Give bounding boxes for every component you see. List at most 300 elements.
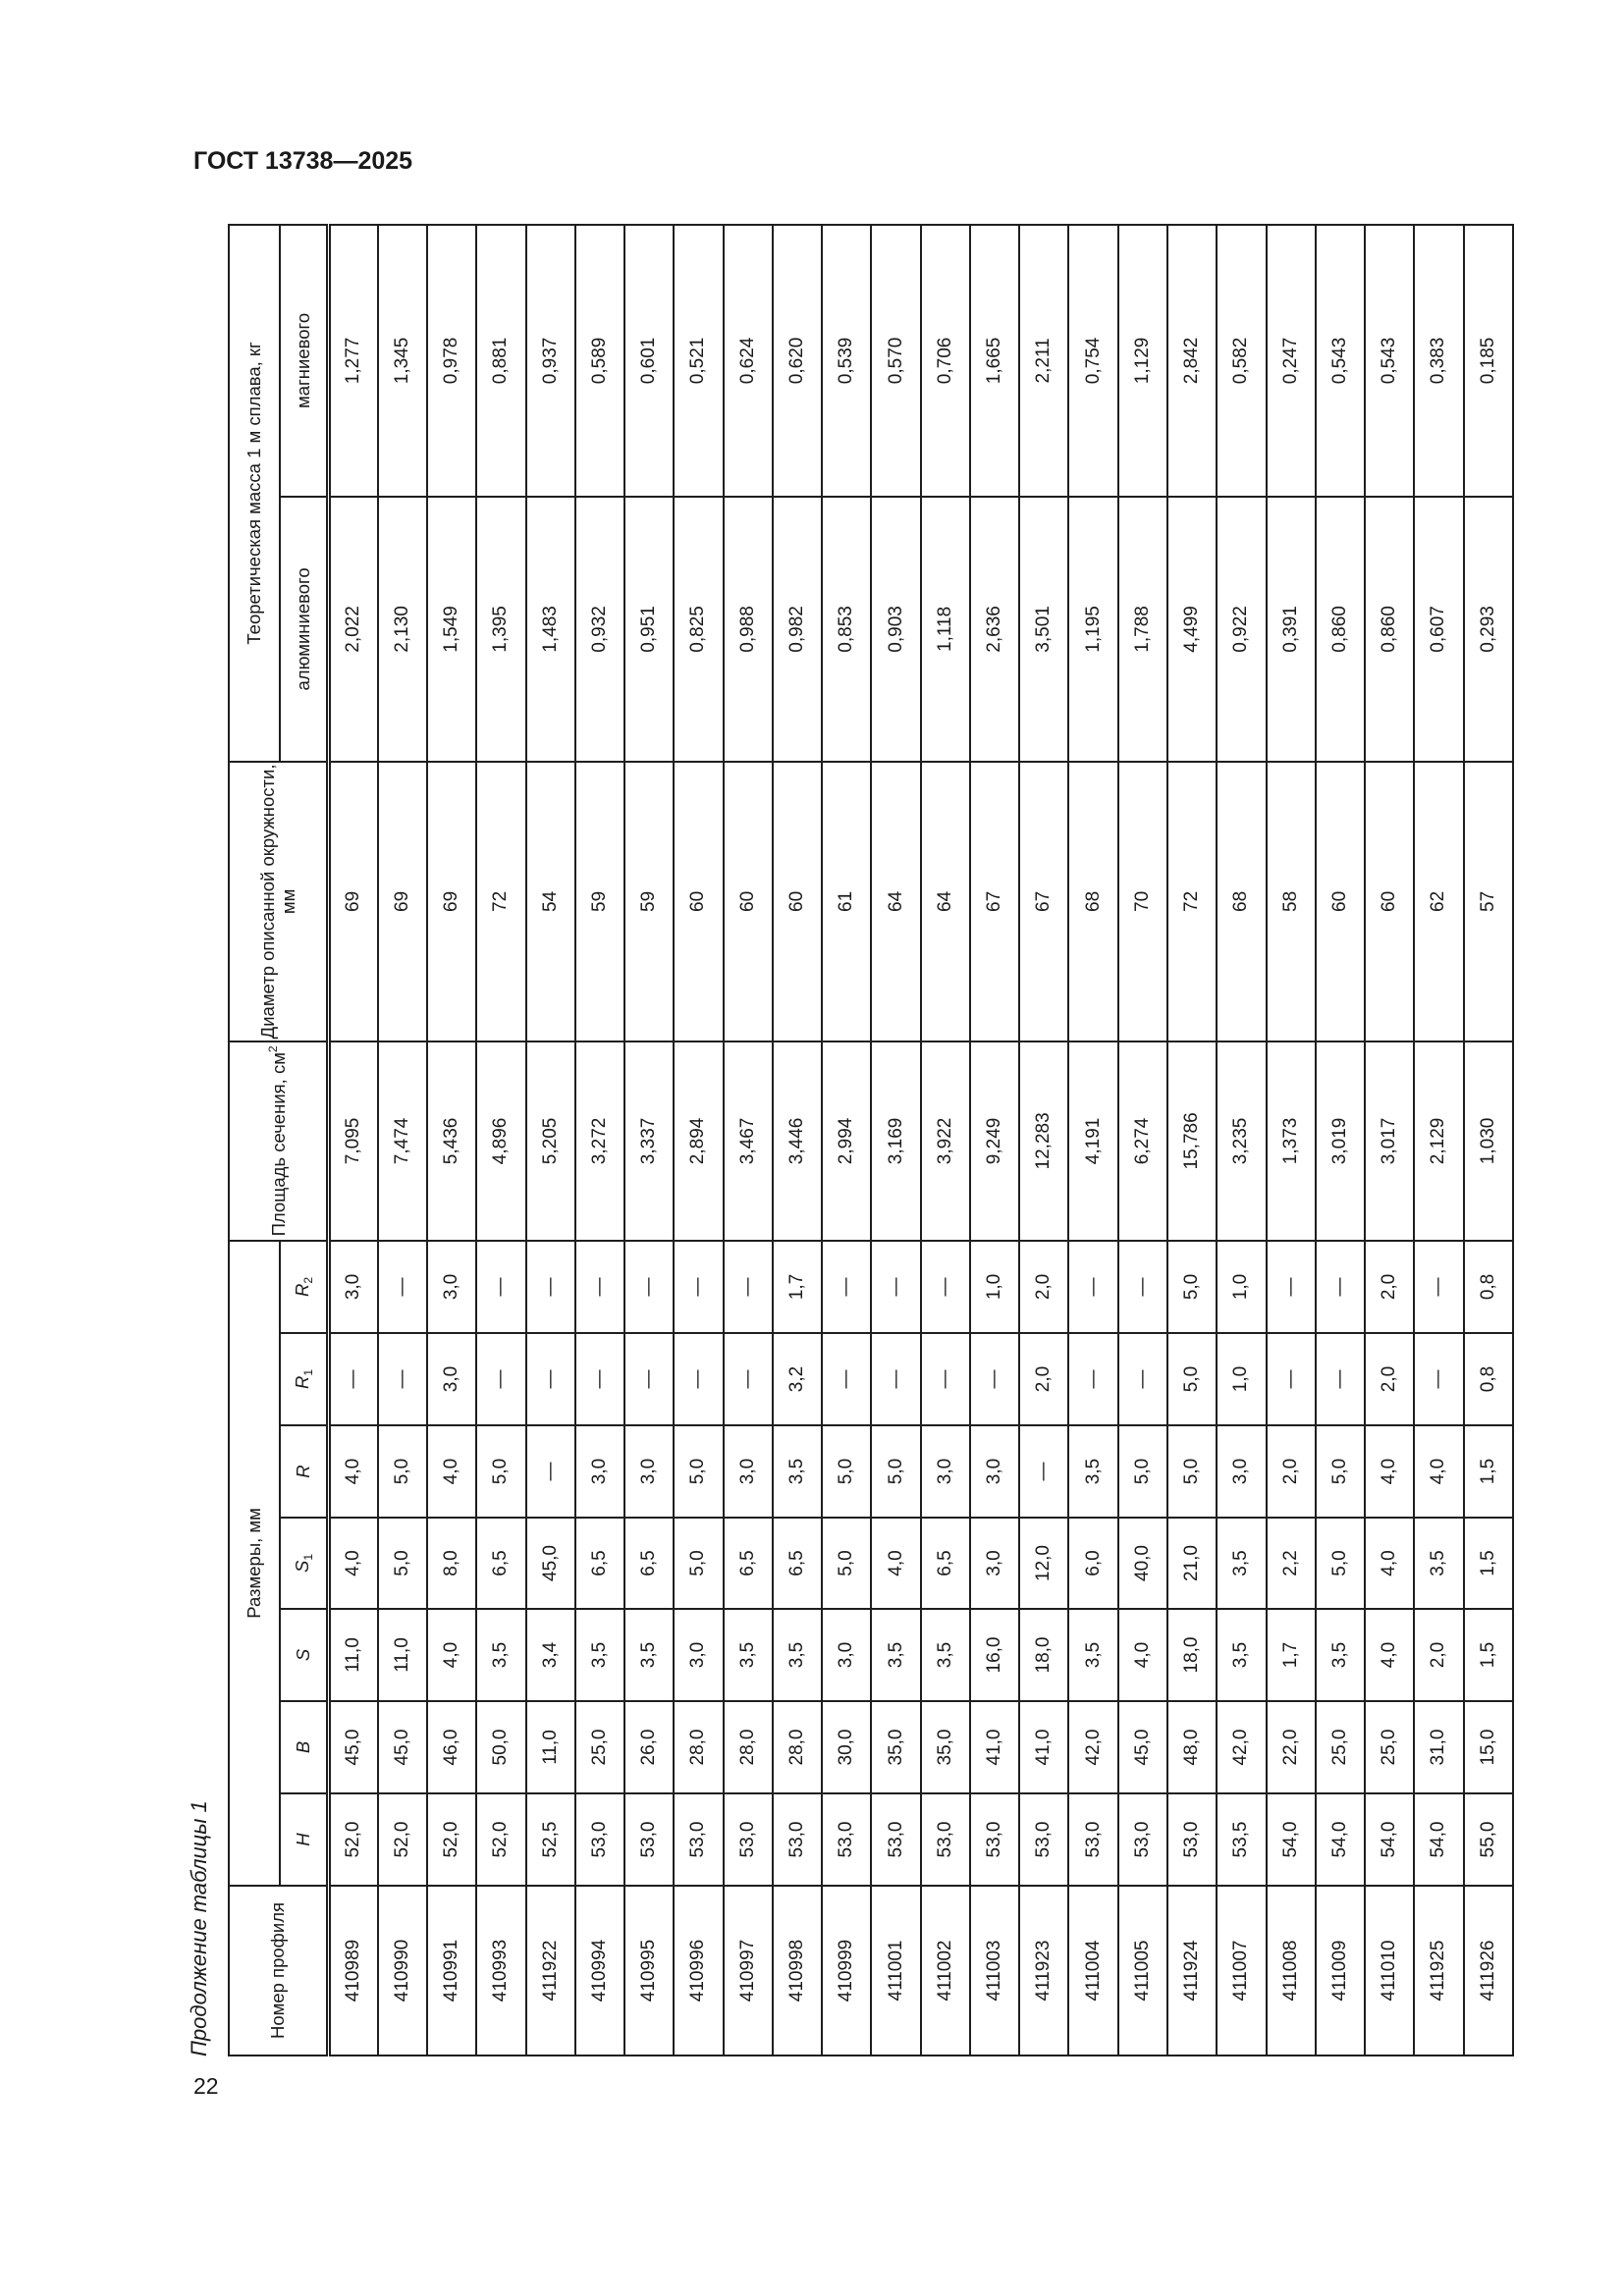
header-mass-aluminum: алюминиевого bbox=[280, 497, 329, 762]
cell-area: 5,436 bbox=[427, 1041, 476, 1241]
cell-al: 3,501 bbox=[1019, 497, 1068, 762]
cell-al: 1,788 bbox=[1118, 497, 1167, 762]
cell-B: 22,0 bbox=[1267, 1701, 1316, 1793]
cell-al: 1,483 bbox=[526, 497, 575, 762]
cell-S1: 6,5 bbox=[624, 1518, 674, 1609]
cell-S: 1,5 bbox=[1464, 1609, 1513, 1701]
cell-S1: 5,0 bbox=[1316, 1518, 1365, 1609]
cell-R: — bbox=[526, 1425, 575, 1518]
cell-B: 25,0 bbox=[575, 1701, 624, 1793]
cell-al: 0,982 bbox=[773, 497, 822, 762]
cell-profile: 411008 bbox=[1267, 1886, 1316, 2056]
cell-B: 25,0 bbox=[1316, 1701, 1365, 1793]
cell-area: 3,272 bbox=[575, 1041, 624, 1241]
table-row bbox=[624, 225, 674, 2056]
table-row bbox=[329, 225, 378, 2056]
cell-S1: 2,2 bbox=[1267, 1518, 1316, 1609]
cell-profile: 411004 bbox=[1068, 1886, 1117, 2056]
table-row bbox=[1316, 225, 1365, 2056]
cell-S: 3,0 bbox=[822, 1609, 871, 1701]
cell-diameter: 64 bbox=[921, 762, 970, 1041]
cell-R1: — bbox=[871, 1333, 920, 1425]
cell-S: 3,0 bbox=[674, 1609, 723, 1701]
cell-R1: — bbox=[378, 1333, 427, 1425]
cell-area: 3,922 bbox=[921, 1041, 970, 1241]
cell-R2: — bbox=[378, 1241, 427, 1333]
cell-diameter: 64 bbox=[871, 762, 920, 1041]
cell-diameter: 67 bbox=[1019, 762, 1068, 1041]
cell-R: 5,0 bbox=[674, 1425, 723, 1518]
cell-R1: — bbox=[1118, 1333, 1167, 1425]
header-area-text: Площадь сечения, см bbox=[267, 1052, 289, 1237]
cell-H: 53,0 bbox=[1019, 1793, 1068, 1886]
cell-S1: 3,5 bbox=[1414, 1518, 1463, 1609]
cell-R2: — bbox=[1118, 1241, 1167, 1333]
cell-R1: — bbox=[624, 1333, 674, 1425]
cell-R: 4,0 bbox=[1365, 1425, 1414, 1518]
cell-S: 18,0 bbox=[1019, 1609, 1068, 1701]
cell-B: 45,0 bbox=[378, 1701, 427, 1793]
cell-H: 53,0 bbox=[970, 1793, 1019, 1886]
cell-R1: 3,2 bbox=[773, 1333, 822, 1425]
cell-profile: 410999 bbox=[822, 1886, 871, 2056]
table-row bbox=[822, 225, 871, 2056]
cell-profile: 411922 bbox=[526, 1886, 575, 2056]
cell-R2: — bbox=[526, 1241, 575, 1333]
cell-B: 46,0 bbox=[427, 1701, 476, 1793]
cell-B: 28,0 bbox=[674, 1701, 723, 1793]
cell-B: 25,0 bbox=[1365, 1701, 1414, 1793]
cell-H: 52,0 bbox=[329, 1793, 378, 1886]
cell-H: 53,0 bbox=[724, 1793, 773, 1886]
cell-S1: 6,5 bbox=[476, 1518, 525, 1609]
cell-profile: 411925 bbox=[1414, 1886, 1463, 2056]
cell-diameter: 60 bbox=[674, 762, 723, 1041]
cell-R: 5,0 bbox=[822, 1425, 871, 1518]
cell-B: 45,0 bbox=[1118, 1701, 1167, 1793]
cell-S1: 12,0 bbox=[1019, 1518, 1068, 1609]
table-row bbox=[1365, 225, 1414, 2056]
header-dimensions-group: Размеры, мм bbox=[229, 1241, 280, 1886]
cell-area: 1,373 bbox=[1267, 1041, 1316, 1241]
cell-R2: 3,0 bbox=[427, 1241, 476, 1333]
cell-profile: 410997 bbox=[724, 1886, 773, 2056]
cell-R1: — bbox=[674, 1333, 723, 1425]
cell-al: 0,951 bbox=[624, 497, 674, 762]
cell-B: 41,0 bbox=[970, 1701, 1019, 1793]
cell-mg: 0,601 bbox=[624, 225, 674, 497]
cell-al: 1,395 bbox=[476, 497, 525, 762]
cell-H: 53,0 bbox=[1167, 1793, 1217, 1886]
table-header bbox=[229, 225, 329, 2056]
cell-mg: 1,277 bbox=[329, 225, 378, 497]
cell-mg: 0,978 bbox=[427, 225, 476, 497]
cell-S1: 6,0 bbox=[1068, 1518, 1117, 1609]
cell-S: 11,0 bbox=[378, 1609, 427, 1701]
cell-S1: 21,0 bbox=[1167, 1518, 1217, 1609]
cell-R2: — bbox=[822, 1241, 871, 1333]
page-number: 22 bbox=[193, 2073, 219, 2099]
cell-B: 45,0 bbox=[329, 1701, 378, 1793]
cell-profile: 410991 bbox=[427, 1886, 476, 2056]
cell-area: 2,894 bbox=[674, 1041, 723, 1241]
cell-R1: 2,0 bbox=[1365, 1333, 1414, 1425]
cell-area: 3,467 bbox=[724, 1041, 773, 1241]
cell-S: 18,0 bbox=[1167, 1609, 1217, 1701]
table-row bbox=[1118, 225, 1167, 2056]
cell-H: 52,0 bbox=[427, 1793, 476, 1886]
cell-H: 52,0 bbox=[476, 1793, 525, 1886]
cell-R2: 1,0 bbox=[970, 1241, 1019, 1333]
cell-B: 48,0 bbox=[1167, 1701, 1217, 1793]
cell-profile: 411002 bbox=[921, 1886, 970, 2056]
cell-R: 1,5 bbox=[1464, 1425, 1513, 1518]
cell-B: 28,0 bbox=[773, 1701, 822, 1793]
cell-area: 3,337 bbox=[624, 1041, 674, 1241]
cell-B: 42,0 bbox=[1068, 1701, 1117, 1793]
cell-H: 53,0 bbox=[575, 1793, 624, 1886]
cell-H: 54,0 bbox=[1316, 1793, 1365, 1886]
cell-R1: — bbox=[1316, 1333, 1365, 1425]
cell-S: 4,0 bbox=[1118, 1609, 1167, 1701]
cell-R: 5,0 bbox=[871, 1425, 920, 1518]
cell-diameter: 58 bbox=[1267, 762, 1316, 1041]
cell-R2: — bbox=[624, 1241, 674, 1333]
cell-profile: 411923 bbox=[1019, 1886, 1068, 2056]
cell-al: 0,860 bbox=[1316, 497, 1365, 762]
cell-profile: 410994 bbox=[575, 1886, 624, 2056]
cell-diameter: 69 bbox=[427, 762, 476, 1041]
cell-al: 0,860 bbox=[1365, 497, 1414, 762]
cell-H: 53,5 bbox=[1217, 1793, 1266, 1886]
cell-diameter: 59 bbox=[575, 762, 624, 1041]
cell-R: 5,0 bbox=[1316, 1425, 1365, 1518]
cell-mg: 0,539 bbox=[822, 225, 871, 497]
cell-R2: 2,0 bbox=[1365, 1241, 1414, 1333]
table-body bbox=[329, 225, 1514, 2056]
cell-R1: — bbox=[329, 1333, 378, 1425]
cell-S: 3,4 bbox=[526, 1609, 575, 1701]
cell-B: 11,0 bbox=[526, 1701, 575, 1793]
cell-R1: — bbox=[575, 1333, 624, 1425]
cell-H: 53,0 bbox=[1118, 1793, 1167, 1886]
table-row bbox=[921, 225, 970, 2056]
cell-R: 5,0 bbox=[378, 1425, 427, 1518]
cell-diameter: 60 bbox=[1365, 762, 1414, 1041]
cell-R: 3,0 bbox=[970, 1425, 1019, 1518]
cell-S: 2,0 bbox=[1414, 1609, 1463, 1701]
cell-profile: 411001 bbox=[871, 1886, 920, 2056]
cell-S: 3,5 bbox=[1316, 1609, 1365, 1701]
table-row bbox=[575, 225, 624, 2056]
cell-area: 3,169 bbox=[871, 1041, 920, 1241]
cell-area: 3,235 bbox=[1217, 1041, 1266, 1241]
cell-al: 2,130 bbox=[378, 497, 427, 762]
cell-H: 52,5 bbox=[526, 1793, 575, 1886]
header-R: R bbox=[280, 1425, 329, 1518]
cell-R: 3,5 bbox=[1068, 1425, 1117, 1518]
cell-S: 4,0 bbox=[1365, 1609, 1414, 1701]
cell-S1: 4,0 bbox=[329, 1518, 378, 1609]
cell-S1: 3,0 bbox=[970, 1518, 1019, 1609]
cell-R1: — bbox=[476, 1333, 525, 1425]
cell-mg: 0,185 bbox=[1464, 225, 1513, 497]
cell-S1: 4,0 bbox=[1365, 1518, 1414, 1609]
cell-R2: — bbox=[921, 1241, 970, 1333]
cell-R2: — bbox=[1068, 1241, 1117, 1333]
cell-profile: 410993 bbox=[476, 1886, 525, 2056]
cell-R2: 5,0 bbox=[1167, 1241, 1217, 1333]
cell-al: 0,391 bbox=[1267, 497, 1316, 762]
cell-area: 2,129 bbox=[1414, 1041, 1463, 1241]
rotated-table-container bbox=[228, 226, 1514, 2056]
cell-R2: — bbox=[1414, 1241, 1463, 1333]
cell-area: 1,030 bbox=[1464, 1041, 1513, 1241]
cell-diameter: 60 bbox=[724, 762, 773, 1041]
cell-profile: 410996 bbox=[674, 1886, 723, 2056]
table-row bbox=[871, 225, 920, 2056]
header-S1: $S_1$ bbox=[280, 1518, 329, 1609]
cell-diameter: 61 bbox=[822, 762, 871, 1041]
cell-S: 3,5 bbox=[921, 1609, 970, 1701]
cell-H: 53,0 bbox=[773, 1793, 822, 1886]
cell-R1: 3,0 bbox=[427, 1333, 476, 1425]
cell-R: 4,0 bbox=[1414, 1425, 1463, 1518]
cell-al: 0,988 bbox=[724, 497, 773, 762]
cell-mg: 0,620 bbox=[773, 225, 822, 497]
table-row bbox=[378, 225, 427, 2056]
table-row bbox=[724, 225, 773, 2056]
cell-S1: 6,5 bbox=[921, 1518, 970, 1609]
cell-al: 0,853 bbox=[822, 497, 871, 762]
cell-S1: 4,0 bbox=[871, 1518, 920, 1609]
cell-profile: 411007 bbox=[1217, 1886, 1266, 2056]
cell-mg: 1,129 bbox=[1118, 225, 1167, 497]
cell-R2: 0,8 bbox=[1464, 1241, 1513, 1333]
cell-R: — bbox=[1019, 1425, 1068, 1518]
cell-R2: 1,7 bbox=[773, 1241, 822, 1333]
cell-R2: 3,0 bbox=[329, 1241, 378, 1333]
cell-al: 1,118 bbox=[921, 497, 970, 762]
cell-mg: 0,582 bbox=[1217, 225, 1266, 497]
cell-B: 15,0 bbox=[1464, 1701, 1513, 1793]
cell-R2: 1,0 bbox=[1217, 1241, 1266, 1333]
cell-B: 35,0 bbox=[921, 1701, 970, 1793]
cell-R: 5,0 bbox=[1167, 1425, 1217, 1518]
cell-B: 50,0 bbox=[476, 1701, 525, 1793]
cell-profile: 411924 bbox=[1167, 1886, 1217, 2056]
cell-R: 4,0 bbox=[329, 1425, 378, 1518]
cell-H: 53,0 bbox=[921, 1793, 970, 1886]
cell-area: 7,474 bbox=[378, 1041, 427, 1241]
cell-al: 0,825 bbox=[674, 497, 723, 762]
cell-B: 28,0 bbox=[724, 1701, 773, 1793]
cell-R1: — bbox=[1267, 1333, 1316, 1425]
cell-R2: — bbox=[476, 1241, 525, 1333]
cell-al: 1,195 bbox=[1068, 497, 1117, 762]
cell-R1: — bbox=[1414, 1333, 1463, 1425]
cell-R1: — bbox=[526, 1333, 575, 1425]
cell-H: 55,0 bbox=[1464, 1793, 1513, 1886]
cell-S: 1,7 bbox=[1267, 1609, 1316, 1701]
cell-R1: 5,0 bbox=[1167, 1333, 1217, 1425]
profile-table bbox=[228, 224, 1514, 2056]
cell-H: 52,0 bbox=[378, 1793, 427, 1886]
header-H: H bbox=[280, 1793, 329, 1886]
cell-S: 3,5 bbox=[575, 1609, 624, 1701]
cell-mg: 0,754 bbox=[1068, 225, 1117, 497]
cell-area: 6,274 bbox=[1118, 1041, 1167, 1241]
cell-mg: 0,624 bbox=[724, 225, 773, 497]
cell-mg: 0,521 bbox=[674, 225, 723, 497]
cell-B: 35,0 bbox=[871, 1701, 920, 1793]
cell-area: 5,205 bbox=[526, 1041, 575, 1241]
header-area bbox=[229, 1041, 329, 1241]
cell-R1: — bbox=[1068, 1333, 1117, 1425]
cell-diameter: 57 bbox=[1464, 762, 1513, 1041]
cell-S: 3,5 bbox=[773, 1609, 822, 1701]
cell-area: 12,283 bbox=[1019, 1041, 1068, 1241]
cell-S1: 40,0 bbox=[1118, 1518, 1167, 1609]
cell-diameter: 70 bbox=[1118, 762, 1167, 1041]
cell-R2: — bbox=[724, 1241, 773, 1333]
cell-al: 2,022 bbox=[329, 497, 378, 762]
table-row bbox=[1019, 225, 1068, 2056]
cell-S: 11,0 bbox=[329, 1609, 378, 1701]
cell-al: 0,922 bbox=[1217, 497, 1266, 762]
cell-B: 42,0 bbox=[1217, 1701, 1266, 1793]
header-area-sup: 2 bbox=[265, 1045, 280, 1053]
cell-diameter: 67 bbox=[970, 762, 1019, 1041]
cell-profile: 410995 bbox=[624, 1886, 674, 2056]
cell-R2: — bbox=[871, 1241, 920, 1333]
header-profile-number: Номер профиля bbox=[229, 1886, 329, 2056]
table-row bbox=[526, 225, 575, 2056]
header-S: S bbox=[280, 1609, 329, 1701]
table-row bbox=[1464, 225, 1513, 2056]
cell-al: 0,607 bbox=[1414, 497, 1463, 762]
cell-diameter: 68 bbox=[1068, 762, 1117, 1041]
cell-diameter: 60 bbox=[1316, 762, 1365, 1041]
cell-mg: 0,589 bbox=[575, 225, 624, 497]
cell-R: 3,0 bbox=[724, 1425, 773, 1518]
cell-S1: 1,5 bbox=[1464, 1518, 1513, 1609]
cell-mg: 1,345 bbox=[378, 225, 427, 497]
cell-diameter: 68 bbox=[1217, 762, 1266, 1041]
cell-R: 3,0 bbox=[921, 1425, 970, 1518]
cell-S: 3,5 bbox=[1068, 1609, 1117, 1701]
cell-S: 16,0 bbox=[970, 1609, 1019, 1701]
header-B: B bbox=[280, 1701, 329, 1793]
cell-S: 3,5 bbox=[724, 1609, 773, 1701]
cell-profile: 411010 bbox=[1365, 1886, 1414, 2056]
cell-S1: 6,5 bbox=[773, 1518, 822, 1609]
cell-area: 15,786 bbox=[1167, 1041, 1217, 1241]
cell-mg: 0,881 bbox=[476, 225, 525, 497]
cell-diameter: 59 bbox=[624, 762, 674, 1041]
cell-area: 3,017 bbox=[1365, 1041, 1414, 1241]
cell-profile: 410990 bbox=[378, 1886, 427, 2056]
cell-H: 54,0 bbox=[1365, 1793, 1414, 1886]
cell-S1: 45,0 bbox=[526, 1518, 575, 1609]
header-mass-group: Теоретическая масса 1 м сплава, кг bbox=[229, 225, 280, 762]
cell-R1: — bbox=[970, 1333, 1019, 1425]
cell-S: 3,5 bbox=[871, 1609, 920, 1701]
cell-al: 0,903 bbox=[871, 497, 920, 762]
cell-mg: 0,570 bbox=[871, 225, 920, 497]
cell-B: 30,0 bbox=[822, 1701, 871, 1793]
cell-R: 5,0 bbox=[1118, 1425, 1167, 1518]
table-row bbox=[1068, 225, 1117, 2056]
cell-mg: 0,543 bbox=[1316, 225, 1365, 497]
cell-S1: 3,5 bbox=[1217, 1518, 1266, 1609]
cell-diameter: 60 bbox=[773, 762, 822, 1041]
cell-B: 26,0 bbox=[624, 1701, 674, 1793]
cell-diameter: 54 bbox=[526, 762, 575, 1041]
cell-area: 7,095 bbox=[329, 1041, 378, 1241]
cell-R: 3,0 bbox=[1217, 1425, 1266, 1518]
cell-diameter: 72 bbox=[1167, 762, 1217, 1041]
cell-R1: — bbox=[822, 1333, 871, 1425]
cell-al: 2,636 bbox=[970, 497, 1019, 762]
cell-R: 2,0 bbox=[1267, 1425, 1316, 1518]
cell-S1: 5,0 bbox=[674, 1518, 723, 1609]
cell-R1: 2,0 bbox=[1019, 1333, 1068, 1425]
cell-diameter: 72 bbox=[476, 762, 525, 1041]
cell-mg: 0,937 bbox=[526, 225, 575, 497]
cell-H: 53,0 bbox=[674, 1793, 723, 1886]
cell-B: 31,0 bbox=[1414, 1701, 1463, 1793]
cell-R: 4,0 bbox=[427, 1425, 476, 1518]
cell-profile: 410989 bbox=[329, 1886, 378, 2056]
cell-R2: 2,0 bbox=[1019, 1241, 1068, 1333]
cell-R2: — bbox=[1316, 1241, 1365, 1333]
table-row bbox=[1167, 225, 1217, 2056]
cell-al: 0,293 bbox=[1464, 497, 1513, 762]
header-diameter: Диаметр описанной окружности, мм bbox=[229, 762, 329, 1041]
table-row bbox=[1267, 225, 1316, 2056]
cell-area: 4,896 bbox=[476, 1041, 525, 1241]
cell-R: 3,0 bbox=[575, 1425, 624, 1518]
document-header: ГОСТ 13738—2025 bbox=[193, 147, 413, 175]
cell-H: 53,0 bbox=[822, 1793, 871, 1886]
cell-S1: 6,5 bbox=[575, 1518, 624, 1609]
cell-al: 4,499 bbox=[1167, 497, 1217, 762]
cell-diameter: 69 bbox=[329, 762, 378, 1041]
cell-profile: 411005 bbox=[1118, 1886, 1167, 2056]
cell-area: 2,994 bbox=[822, 1041, 871, 1241]
table-row bbox=[476, 225, 525, 2056]
cell-profile: 410998 bbox=[773, 1886, 822, 2056]
header-R1: $R_1$ bbox=[280, 1333, 329, 1425]
cell-R: 3,5 bbox=[773, 1425, 822, 1518]
cell-profile: 411009 bbox=[1316, 1886, 1365, 2056]
cell-mg: 0,247 bbox=[1267, 225, 1316, 497]
cell-profile: 411926 bbox=[1464, 1886, 1513, 2056]
cell-H: 53,0 bbox=[1068, 1793, 1117, 1886]
cell-B: 41,0 bbox=[1019, 1701, 1068, 1793]
cell-diameter: 69 bbox=[378, 762, 427, 1041]
table-row bbox=[970, 225, 1019, 2056]
cell-R1: — bbox=[921, 1333, 970, 1425]
cell-R2: — bbox=[1267, 1241, 1316, 1333]
cell-mg: 0,706 bbox=[921, 225, 970, 497]
cell-H: 54,0 bbox=[1267, 1793, 1316, 1886]
cell-mg: 1,665 bbox=[970, 225, 1019, 497]
table-row bbox=[1217, 225, 1266, 2056]
cell-H: 53,0 bbox=[871, 1793, 920, 1886]
cell-S1: 8,0 bbox=[427, 1518, 476, 1609]
